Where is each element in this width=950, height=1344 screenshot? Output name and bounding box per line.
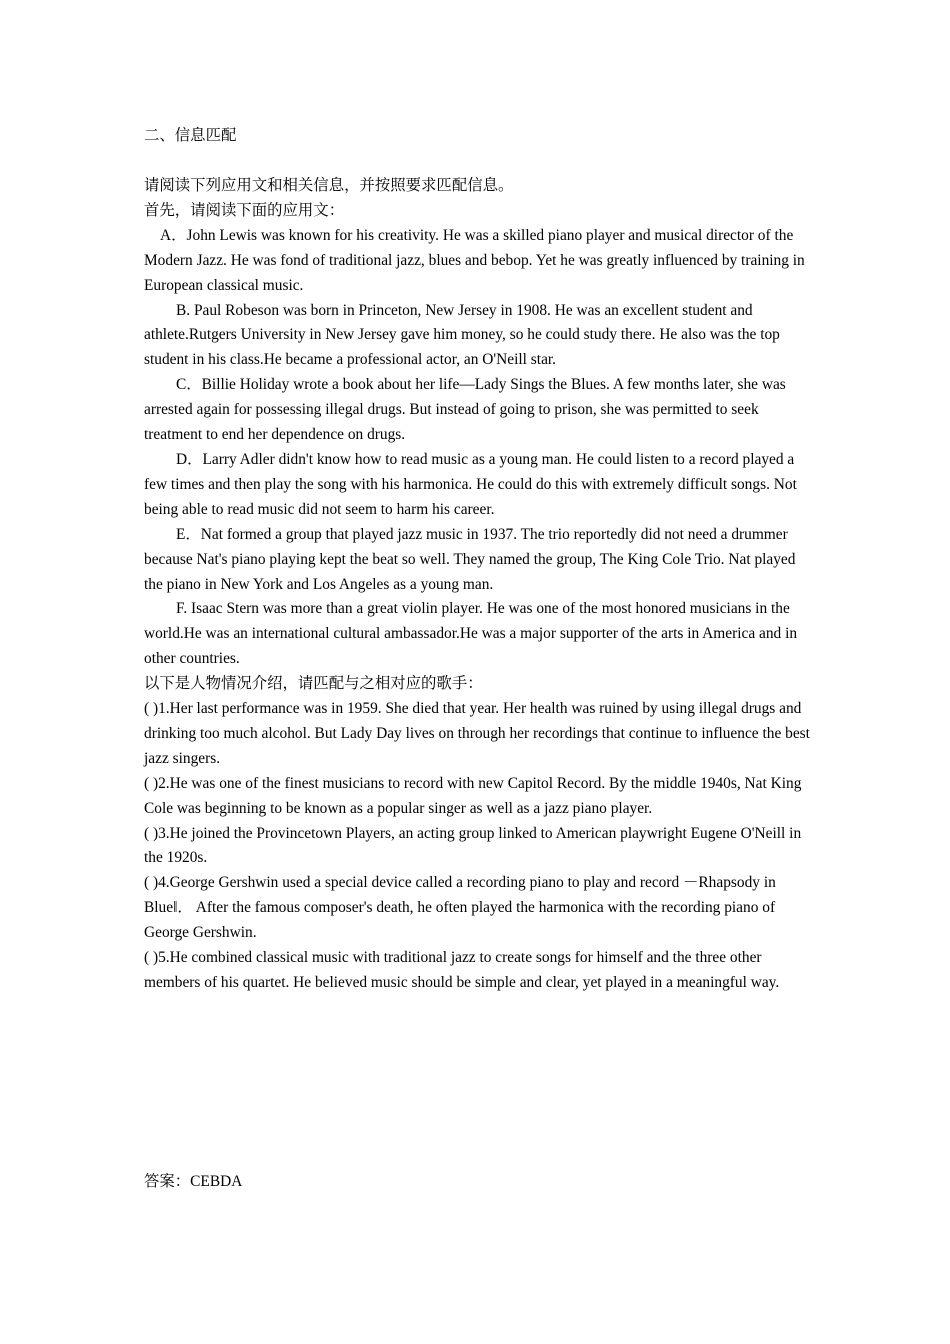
question-1: ( )1.Her last performance was in 1959. She died that year. Her health was ruined by using illegal drugs and drinking too much alcohol. But Lady Day lives on through her recordings that continue to influence the best jazz singers. [144, 700, 810, 767]
passage-b: B. Paul Robeson was born in Princeton, New Jersey in 1908. He was an excellent student and athlete.Rutgers University in New Jersey gave him money, so he could study there. He also was the top student in his class.He became a professional actor, an O'Neill star. [144, 301, 780, 369]
questions-intro: 以下是人物情况介绍，请匹配与之相对应的歌手： [144, 675, 483, 693]
question-5: ( )5.He combined classical music with traditional jazz to create songs for himself and the three other members of his quartet. He believed music should be simple and clear, yet played in a meaningful way. [144, 949, 780, 991]
answer-line: 答案：CEBDA [144, 1173, 243, 1190]
instruction-line-1: 请阅读下列应用文和相关信息，并按照要求匹配信息。 [144, 177, 514, 194]
passage-d: D．Larry Adler didn't know how to read music as a young man. He could listen to a record played a few times and then play the song with his harmonica. He could do this with extremely difficult songs. Not being able to read music did not seem to harm his career. [144, 450, 797, 518]
document-body [144, 174, 810, 996]
question-3: ( )3.He joined the Provincetown Players, an acting group linked to American playwright Eugene O'Neill in the 1920s. [144, 824, 802, 867]
passage-f: F. Isaac Stern was more than a great violin player. He was one of the most honored musicians in the world.He was an international cultural ambassador.He was a major supporter of the arts in America and in other countries. [144, 600, 798, 668]
section-title: 二、信息匹配 [144, 127, 237, 144]
question-2: ( )2.He was one of the finest musicians to record with new Capitol Record. By the middle 1940s, Nat King Cole was beginning to be known as a popular singer as well as a jazz piano player. [144, 774, 802, 817]
passage-e: E．Nat formed a group that played jazz music in 1937. The trio reportedly did not need a drummer because Nat's piano playing kept the beat so well. They named the group, The King Cole Trio. Nat played the piano in New York and Los Angeles as a young man. [144, 525, 796, 593]
instruction-line-2: 首先，请阅读下面的应用文： [144, 201, 345, 219]
passage-a: A．John Lewis was known for his creativity. He was a skilled piano player and musical director of the Modern Jazz. He was fond of traditional jazz, blues and bebop. Yet he was greatly influenced by training in European classical music. [144, 226, 805, 294]
passage-c: C．Billie Holiday wrote a book about her life—Lady Sings the Blues. A few months later, she was arrested again for possessing illegal drugs. But instead of going to prison, she was permitted to seek treatment to end her dependence on drugs. [144, 376, 786, 444]
question-4: ( )4.George Gershwin used a special device called a recording piano to play and record －Rhapsody in Blue‖． After the famous composer's death, he often played the harmonica with the recording piano of George Gershwin. [144, 874, 776, 942]
